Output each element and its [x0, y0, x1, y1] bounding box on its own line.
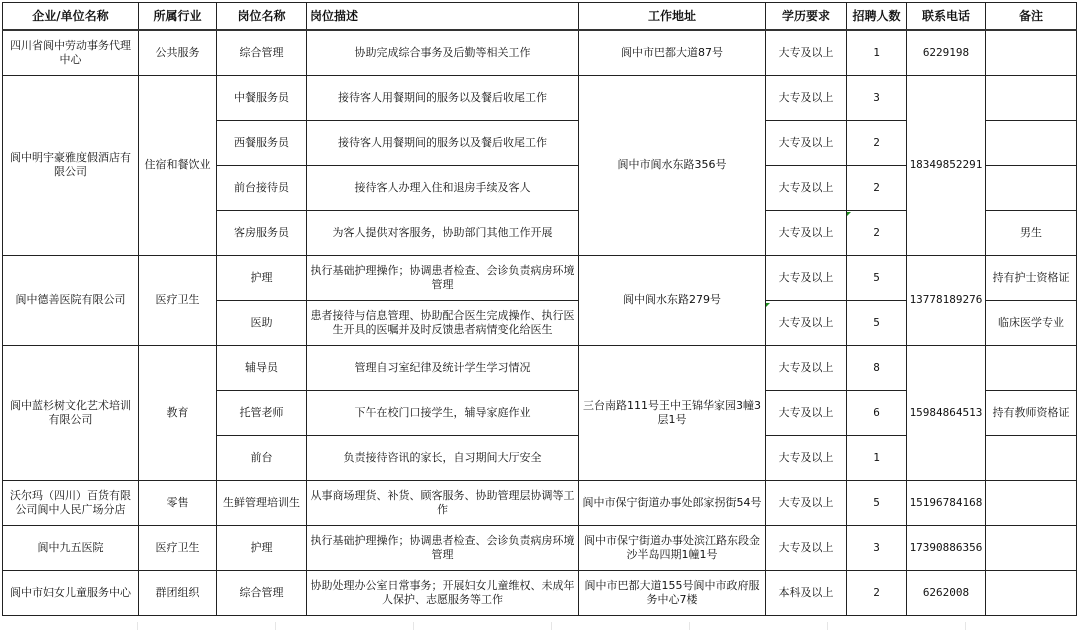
- hire-count[interactable]: 5: [847, 480, 907, 525]
- work-address[interactable]: 阆中阆水东路279号: [579, 255, 766, 345]
- contact-phone[interactable]: 13778189276: [907, 255, 986, 345]
- education-requirement[interactable]: 大专及以上: [766, 120, 847, 165]
- position-title[interactable]: 中餐服务员: [217, 75, 307, 120]
- table-row: [3, 30, 1077, 75]
- table-row: [3, 525, 1077, 570]
- position-description[interactable]: 接待客人办理入住和退房手续及客人: [307, 165, 579, 210]
- position-title[interactable]: 西餐服务员: [217, 120, 307, 165]
- contact-phone[interactable]: 6229198: [907, 30, 986, 75]
- cell-comment-marker-icon: [847, 212, 851, 216]
- note[interactable]: [986, 480, 1077, 525]
- cell-comment-marker-icon: [766, 303, 770, 307]
- header-description: 岗位描述: [307, 3, 579, 31]
- industry[interactable]: 医疗卫生: [139, 255, 217, 345]
- position-description[interactable]: 执行基础护理操作；协调患者检查、会诊负责病房环境管理: [307, 255, 579, 300]
- header-phone: 联系电话: [907, 3, 986, 31]
- hire-count[interactable]: 1: [847, 30, 907, 75]
- industry[interactable]: 群团组织: [139, 570, 217, 615]
- education-requirement[interactable]: 大专及以上: [766, 435, 847, 480]
- hire-count[interactable]: 5: [847, 300, 907, 345]
- job-listings-table: [2, 2, 1077, 616]
- header-industry: 所属行业: [139, 3, 217, 31]
- contact-phone[interactable]: 6262008: [907, 570, 986, 615]
- note[interactable]: [986, 75, 1077, 120]
- contact-phone[interactable]: 15196784168: [907, 480, 986, 525]
- position-description[interactable]: 患者接待与信息管理、协助配合医生完成操作、执行医生开具的医嘱并及时反馈患者病情变化给医生: [307, 300, 579, 345]
- note[interactable]: [986, 525, 1077, 570]
- work-address[interactable]: 阆中市巴都大道87号: [579, 30, 766, 75]
- education-requirement[interactable]: 大专及以上: [766, 255, 847, 300]
- position-description[interactable]: 接待客人用餐期间的服务以及餐后收尾工作: [307, 75, 579, 120]
- note[interactable]: 持有教师资格证: [986, 390, 1077, 435]
- position-description[interactable]: 协助完成综合事务及后勤等相关工作: [307, 30, 579, 75]
- contact-phone[interactable]: 18349852291: [907, 75, 986, 255]
- note[interactable]: 临床医学专业: [986, 300, 1077, 345]
- education-requirement[interactable]: 大专及以上: [766, 210, 847, 255]
- contact-phone[interactable]: 17390886356: [907, 525, 986, 570]
- header-address: 工作地址: [579, 3, 766, 31]
- education-requirement[interactable]: 大专及以上: [766, 165, 847, 210]
- hire-count[interactable]: 2: [847, 165, 907, 210]
- table-row: [3, 570, 1077, 615]
- company-name[interactable]: 阆中市妇女儿童服务中心: [3, 570, 139, 615]
- hire-count[interactable]: 6: [847, 390, 907, 435]
- position-title[interactable]: 前台: [217, 435, 307, 480]
- industry[interactable]: 住宿和餐饮业: [139, 75, 217, 255]
- education-requirement[interactable]: 大专及以上: [766, 75, 847, 120]
- note[interactable]: [986, 165, 1077, 210]
- company-name[interactable]: 沃尔玛（四川）百货有限公司阆中人民广场分店: [3, 480, 139, 525]
- hire-count[interactable]: 5: [847, 255, 907, 300]
- header-row: [3, 3, 1077, 31]
- position-description[interactable]: 为客人提供对客服务，协助部门其他工作开展: [307, 210, 579, 255]
- note[interactable]: [986, 345, 1077, 390]
- note[interactable]: 男生: [986, 210, 1077, 255]
- industry[interactable]: 教育: [139, 345, 217, 480]
- hire-count[interactable]: 2: [847, 570, 907, 615]
- note[interactable]: [986, 435, 1077, 480]
- company-name[interactable]: 阆中蓝杉树文化艺术培训有限公司: [3, 345, 139, 480]
- work-address[interactable]: 阆中市保宁街道办事处郎家拐街54号: [579, 480, 766, 525]
- education-requirement[interactable]: 大专及以上: [766, 345, 847, 390]
- hire-count[interactable]: 1: [847, 435, 907, 480]
- position-title[interactable]: 前台接待员: [217, 165, 307, 210]
- position-title[interactable]: 综合管理: [217, 30, 307, 75]
- position-title[interactable]: 护理: [217, 255, 307, 300]
- work-address[interactable]: 阆中市保宁街道办事处滨江路东段金沙半岛四期1幢1号: [579, 525, 766, 570]
- hire-count[interactable]: 2: [847, 210, 907, 255]
- position-title[interactable]: 托管老师: [217, 390, 307, 435]
- work-address[interactable]: 阆中市巴都大道155号阆中市政府服务中心7楼: [579, 570, 766, 615]
- position-description[interactable]: 协助处理办公室日常事务；开展妇女儿童维权、未成年人保护、志愿服务等工作: [307, 570, 579, 615]
- header-education: 学历要求: [766, 3, 847, 31]
- position-title[interactable]: 综合管理: [217, 570, 307, 615]
- hire-count[interactable]: 8: [847, 345, 907, 390]
- education-requirement[interactable]: 大专及以上: [766, 480, 847, 525]
- industry[interactable]: 医疗卫生: [139, 525, 217, 570]
- company-name[interactable]: 阆中九五医院: [3, 525, 139, 570]
- table-row: [3, 255, 1077, 300]
- position-description[interactable]: 下午在校门口接学生，辅导家庭作业: [307, 390, 579, 435]
- position-title[interactable]: 辅导员: [217, 345, 307, 390]
- header-count: 招聘人数: [847, 3, 907, 31]
- position-description[interactable]: 执行基础护理操作；协调患者检查、会诊负责病房环境管理: [307, 525, 579, 570]
- header-position: 岗位名称: [217, 3, 307, 31]
- company-name[interactable]: 阆中德善医院有限公司: [3, 255, 139, 345]
- hire-count[interactable]: 2: [847, 120, 907, 165]
- company-name[interactable]: 阆中明宇豪雅度假酒店有限公司: [3, 75, 139, 255]
- hire-count[interactable]: 3: [847, 75, 907, 120]
- industry[interactable]: 公共服务: [139, 30, 217, 75]
- header-company: 企业/单位名称: [3, 3, 139, 31]
- position-description[interactable]: 接待客人用餐期间的服务以及餐后收尾工作: [307, 120, 579, 165]
- note[interactable]: [986, 120, 1077, 165]
- table-row: [3, 345, 1077, 390]
- position-description[interactable]: 管理自习室纪律及统计学生学习情况: [307, 345, 579, 390]
- note[interactable]: [986, 570, 1077, 615]
- contact-phone[interactable]: 15984864513: [907, 345, 986, 480]
- table-row: [3, 75, 1077, 120]
- position-description[interactable]: 从事商场理货、补货、顾客服务、协助管理层协调等工作: [307, 480, 579, 525]
- note[interactable]: 持有护士资格证: [986, 255, 1077, 300]
- work-address[interactable]: 三台南路111号王中王锦华家园3幢3层1号: [579, 345, 766, 480]
- education-requirement[interactable]: 大专及以上: [766, 390, 847, 435]
- position-description[interactable]: 负责接待咨讯的家长，自习期间大厅安全: [307, 435, 579, 480]
- position-title[interactable]: 生鲜管理培训生: [217, 480, 307, 525]
- education-requirement[interactable]: 本科及以上: [766, 570, 847, 615]
- position-title[interactable]: 医助: [217, 300, 307, 345]
- header-note: 备注: [986, 3, 1077, 31]
- education-requirement[interactable]: 大专及以上: [766, 30, 847, 75]
- spreadsheet-grid-background: [0, 622, 1080, 630]
- education-requirement[interactable]: 大专及以上: [766, 525, 847, 570]
- position-title[interactable]: 护理: [217, 525, 307, 570]
- note[interactable]: [986, 30, 1077, 75]
- table-row: [3, 480, 1077, 525]
- industry[interactable]: 零售: [139, 480, 217, 525]
- work-address[interactable]: 阆中市阆水东路356号: [579, 75, 766, 255]
- hire-count[interactable]: 3: [847, 525, 907, 570]
- education-requirement[interactable]: 大专及以上: [766, 300, 847, 345]
- company-name[interactable]: 四川省阆中劳动事务代理中心: [3, 30, 139, 75]
- position-title[interactable]: 客房服务员: [217, 210, 307, 255]
